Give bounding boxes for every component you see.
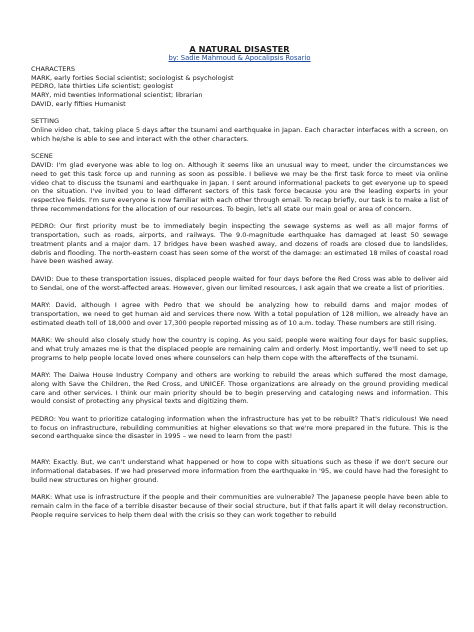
- document-title: A NATURAL DISASTER: [189, 44, 290, 54]
- spacer: [31, 406, 448, 415]
- dialogue-paragraph: MARY: The Daiwa House Industry Company and others are working to rebuild the areas which suffered the most damage, along with Save the Children, the Red Cross, and UNICEF. Those organizations are already on the ground providing medical care and other services. I think our main priority should be to begin preserving and cataloging news and information. This would consist of protecting any physical texts and digitizing them.: [31, 371, 448, 406]
- dialogue-paragraph: MARK: What use is infrastructure if the people and their communities are vulnerable? The Japanese people have been able to remain calm in the face of a terrible disaster because of their social structure, but if that falls apart it will delay reconstruction. People require services to help them deal with the crisis so they can work together to rebuild: [31, 493, 448, 519]
- spacer: [31, 292, 448, 301]
- spacer: [31, 144, 448, 153]
- dialogue-paragraph: DAVID: Due to these transportation issues, displaced people waited for four days before the Red Cross was able to deliver aid to Sendai, one of the worst-affected areas. However, given our limited resources, I ask again that we create a list of priorities.: [31, 274, 448, 292]
- characters-heading: CHARACTERS: [31, 64, 76, 73]
- dialogue-paragraph: MARK: We should also closely study how the country is coping. As you said, people were waiting four days for basic supplies, and what truly amazes me is that the displaced people are remaining calm and orderly. Most importantly, we'll need to set up programs to help people locate loved ones where counselors can help them cope with the aftereffects of the tsunami.: [31, 336, 448, 362]
- spacer: [31, 441, 448, 458]
- dialogue-paragraph: MARY: Exactly. But, we can't understand what happened or how to cope with situations such as these if we don't secure our informational databases. If we had preserved more information from the earthquake in '95, we could have had the foresight to build new structures on higher ground.: [31, 458, 448, 484]
- character-entry: PEDRO, late thirties Life scientist; geologist: [31, 82, 174, 91]
- setting-text: Online video chat, taking place 5 days after the tsunami and earthquake in Japan. Each character interfaces with a screen, on which he/she is able to see and interact with the other characters.: [31, 126, 448, 143]
- scene-heading: SCENE: [31, 152, 53, 161]
- dialogue-paragraph: MARY: David, although I agree with Pedro that we should be analyzing how to rebuild dams and major modes of transportation, we need to get human aid and services there now. With a total population of 128 million, we already have an estimated death toll of 18,000 and over 17,300 people reported missing as of 10 a.m. today. These numbers are still rising.: [31, 301, 448, 327]
- setting-heading: SETTING: [31, 117, 60, 126]
- author-byline-link[interactable]: by: Sadie Mahmoud & Apocalipsis Rosario: [168, 54, 311, 62]
- spacer: [31, 327, 448, 336]
- spacer: [31, 266, 448, 275]
- character-entry: MARY, mid twenties Informational scientist; librarian: [31, 91, 203, 99]
- spacer: [31, 484, 448, 493]
- dialogue-paragraph: DAVID: I'm glad everyone was able to log on. Although it seems like an unusual way to meet, under the circumstances we need to get this task force up and running as soon as possible. I believe we may be the first task force to meet via online video chat to discuss the tsunami and earthquake in Japan. I sent around informational packets to get everyone up to speed on the situation. I've invited you to lead different sectors of this task force because you are the leading experts in your respective fields. I'm sure everyone is now familiar with each other through email. To recap briefly, our task is to make a list of three recommendations for the allocation of our resources. To begin, let's all state our main goal or area of concern.: [31, 161, 448, 213]
- spacer: [31, 362, 448, 371]
- spacer: [31, 109, 448, 118]
- spacer: [31, 214, 448, 223]
- character-entry: DAVID, early fifties Humanist: [31, 99, 126, 108]
- dialogue-paragraph: PEDRO: You want to prioritize cataloging information when the infrastructure has yet to be rebuilt? That's ridiculous! We need to focus on infrastructure, rebuilding communities at higher elevations so that we're more prepared in the future. This is the second earthquake since the disaster in 1995 – we need to learn from the past!: [31, 414, 448, 441]
- dialogue-paragraph: PEDRO: Our first priority must be to immediately begin inspecting the sewage systems as well as all major forms of transportation, such as roads, airports, and railways. The 9.0-magnitude earthquake has damaged at least 50 sewage treatment plants and a major dam. 17 bridges have been washed away, and dozens of roads are closed due to landslides, debris and flooding. The north-eastern coast has seen some of the worst of the damage: an estimated 18 miles of coastal road have been washed away.: [31, 222, 448, 266]
- character-entry: MARK, early forties Social scientist; sociologist & psychologist: [31, 73, 234, 82]
